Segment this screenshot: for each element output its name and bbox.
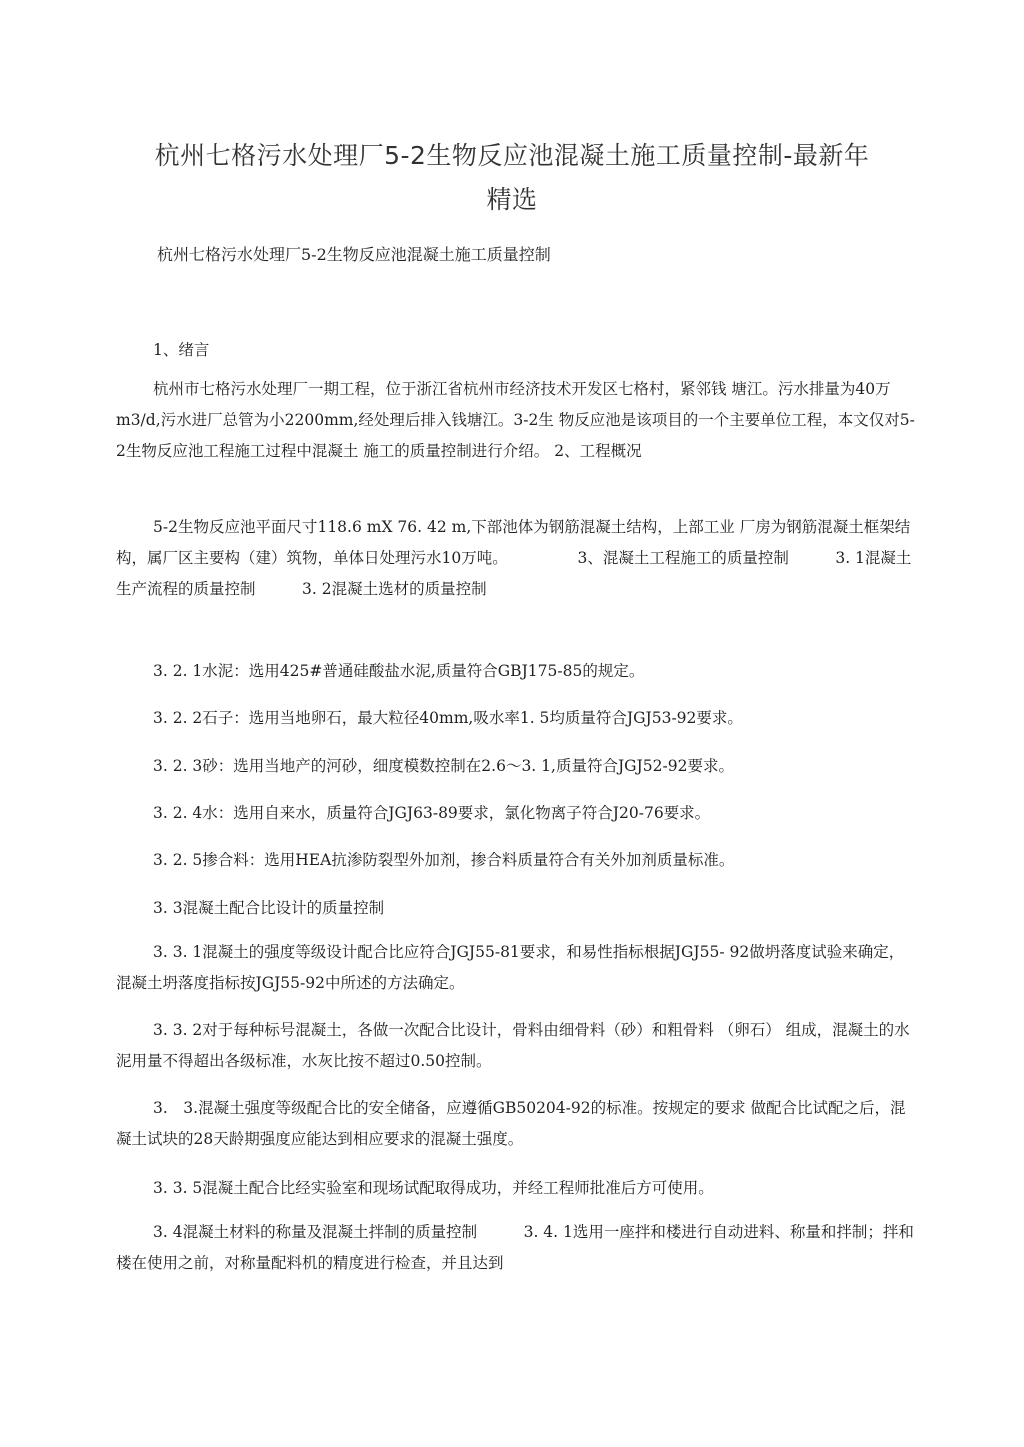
item-gravel: 3. 2. 2石子：选用当地卵石，最大粒径40mm,吸水率1. 5均质量符合JGJ53-92要求。 — [153, 709, 743, 727]
paragraph-overview: 5-2生物反应池平面尺寸118.6 mX 76. 42 m,下部池体为钢筋混凝土结构，上部工业 厂房为钢筋混凝土框架结构，属厂区主要构（建）筑物，单体日处理污水10万吨。 3、混凝土工程施工的质量控制 3. 1混凝土生产流程的质量控制 3. 2混凝土选材的质量控制 — [116, 518, 912, 598]
paragraph-weighing: 3. 4混凝土材料的称量及混凝土拌制的质量控制 3. 4. 1选用一座拌和楼进行自动进料、称量和拌制；拌和楼在使用之前，对称量配料机的精度进行检查，并且达到 — [116, 1223, 914, 1272]
paragraph-mix-332: 3. 3. 2对于每种标号混凝土，各做一次配合比设计，骨料由细骨料（砂）和粗骨料 （卵石） 组成，混凝土的水泥用量不得超出各级标准，水灰比按不超过0.50控制。 — [116, 1021, 910, 1070]
paragraph-intro: 杭州市七格污水处理厂一期工程，位于浙江省杭州市经济技术开发区七格村，紧邻钱 塘江。污水排量为40万m3/d,污水进厂总管为小2200mm,经处理后排入钱塘江。3-2生 物反应池是该项目的一个主要单位工程，本文仅对5-2生物反应池工程施工过程中混凝土 施工的质量控制进行介绍。 2、工程概况 — [116, 380, 915, 460]
item-sand: 3. 2. 3砂：选用当地产的河砂，细度模数控制在2.6〜3. 1,质量符合JGJ52-92要求。 — [153, 757, 734, 775]
item-admixture: 3. 2. 5掺合料：选用HEA抗渗防裂型外加剂，掺合料质量符合有关外加剂质量标准。 — [153, 851, 735, 869]
paragraph-mix-331: 3. 3. 1混凝土的强度等级设计配合比应符合JGJ55-81要求，和易性指标根据JGJ55- 92做坍落度试验来确定，混凝土坍落度指标按JGJ55-92中所述的方法确定。 — [116, 943, 905, 992]
document-title-line1: 杭州七格污水处理厂5-2生物反应池混凝土施工质量控制-最新年 — [154, 141, 870, 170]
paragraph-mix-333: 3. 3.混凝土强度等级配合比的安全储备，应遵循GB50204-92的标准。按规定的要求 做配合比试配之后，混凝土试块的28天龄期强度应能达到相应要求的混凝土强度。 — [116, 1099, 906, 1148]
item-water: 3. 2. 4水：选用自来水，质量符合JGJ63-89要求，氯化物离子符合J20-76要求。 — [153, 804, 711, 822]
document-title-line2: 精选 — [486, 185, 538, 214]
section-heading-intro: 1、绪言 — [153, 341, 210, 359]
item-mix-335: 3. 3. 5混凝土配合比经实验室和现场试配取得成功，并经工程师批准后方可使用。 — [153, 1179, 714, 1197]
document-subtitle: 杭州七格污水处理厂5-2生物反应池混凝土施工质量控制 — [157, 245, 551, 264]
item-cement: 3. 2. 1水泥：选用425#普通硅酸盐水泥,质量符合GBJ175-85的规定。 — [153, 662, 645, 680]
section-heading-mix-design: 3. 3混凝土配合比设计的质量控制 — [153, 899, 385, 917]
